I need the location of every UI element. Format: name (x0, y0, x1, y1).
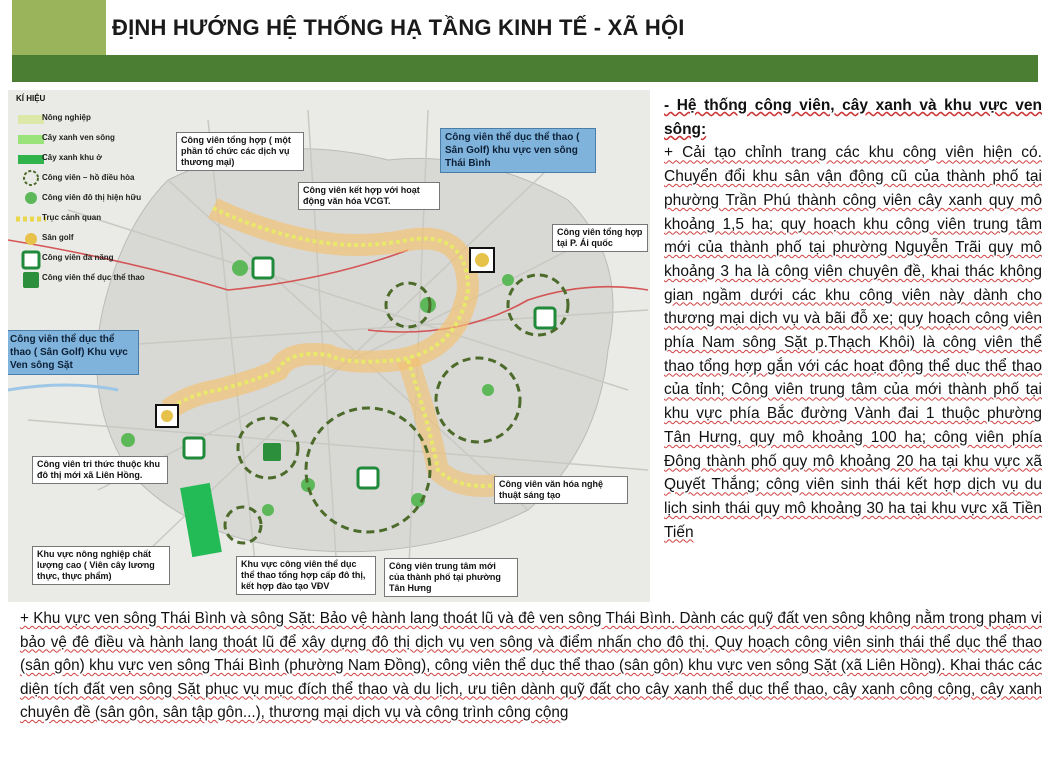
legend-label: Công viên – hồ điều hòa (42, 172, 135, 182)
callout-cap-do-thi: Khu vực công viên thể dục thể thao tổng hợp cấp đô thị, kết hợp đào tạo VĐV (236, 556, 376, 595)
legend-item (12, 267, 182, 287)
callout-golf-sat: Công viên thể dục thể thao ( Sân Golf) Khu vực Ven sông Sặt (8, 330, 139, 375)
legend-label: Sân golf (42, 232, 74, 242)
legend-label: Nông nghiệp (42, 112, 91, 122)
header-title-area (106, 0, 1038, 55)
legend-item (12, 147, 182, 167)
section-heading: - Hệ thống công viên, cây xanh và khu vực ven sông: (664, 97, 1042, 138)
legend-item (12, 127, 182, 147)
legend-item (12, 167, 182, 187)
header-accent-bar (12, 55, 1038, 82)
legend-title: KÍ HIỆU (16, 94, 46, 103)
legend-item (12, 107, 182, 127)
legend-item (12, 247, 182, 267)
bottom-text (20, 607, 1042, 725)
legend-item (12, 187, 182, 207)
header-accent-block (12, 0, 106, 55)
callout-tri-thuc: Công viên tri thức thuộc khu đô thị mới xã Liên Hồng. (32, 456, 168, 484)
callout-ket-hop-vcgt: Công viên kết hợp với hoạt động văn hóa VCGT. (298, 182, 440, 210)
legend-item (12, 207, 182, 227)
callout-golf-thai-binh: Công viên thể dục thể thao ( Sân Golf) khu vực ven sông Thái Bình (440, 128, 596, 173)
legend-label: Công viên thể dục thể thao (42, 272, 145, 282)
callout-van-hoa-nghe-thuat: Công viên văn hóa nghệ thuật sáng tạo (494, 476, 628, 504)
legend-label: Công viên đa năng (42, 252, 114, 262)
legend-label: Công viên đô thị hiện hữu (42, 192, 142, 202)
map-legend (12, 94, 182, 287)
legend-label: Cây xanh khu ở (42, 152, 102, 162)
callout-nong-nghiep: Khu vực nông nghiệp chất lượng cao ( Viên cây lương thực, thực phẩm) (32, 546, 170, 585)
legend-label: Cây xanh ven sông (42, 132, 115, 142)
planning-map (8, 90, 650, 602)
section-body: + Cải tạo chỉnh trang các khu công viên hiện có. Chuyển đổi khu sân vận động cũ của thành phố tại phường Trần Phú thành công viên cây xanh quy mô khoảng 1,5 ha; quy hoạch khu công viên trung tâm mới của thành phố tại phường Nguyễn Trãi quy mô khoảng 3 ha là công viên chuyên đề, khai thác không gian ngầm dưới các khu công viên này dành cho thương mại dịch vụ và bãi đỗ xe; quy hoạch công viên phía Nam sông Sặt p.Thạch Khôi) là công viên thể thao tổng hợp gắn với các hoạt động thể dục thể thao của tỉnh; Công viên trung tâm của mới thành phố tại khu vực phía Bắc đường Vành đai 1 thuộc phường Tân Hưng, quy mô khoảng 100 ha; công viên phía Đông thành phố quy mô khoảng 20 ha tại khu vực xã Quyết Thắng; công viên sinh thái kết hợp dịch vụ du lịch sinh thái quy mô khoảng 30 ha tại khu vực xã Tiền Tiến (664, 144, 1042, 541)
legend-label: Trục cảnh quan (42, 212, 102, 222)
river-area-paragraph: + Khu vực ven sông Thái Bình và sông Sặt: Bảo vệ hành lang thoát lũ và đê ven sông Thái Bình. Dành các quỹ đất ven sông không nằm trong phạm vi bảo vệ đê điều và hành lang thoát lũ để xây dựng đô thị dịch vụ ven sông và điểm nhấn cho đô thị. Quy hoạch công viên sinh thái thể dục thể thao (sân gôn) khu vực ven sông Thái Bình (phường Nam Đồng), công viên thể dục thể thao (sân gôn) khu vực ven sông Sặt (xã Liên Hồng). Khai thác các diện tích đất ven sông Sặt phục vụ mục đích thể thao và du lịch, ưu tiên dành quỹ đất cho cây xanh thể dục thể thao, cây xanh công cộng, cây xanh chuyên đề (sân gôn, sân tập gôn...), thương mại dịch vụ và công trình công cộng (20, 610, 1042, 721)
page-title: ĐỊNH HƯỚNG HỆ THỐNG HẠ TẦNG KINH TẾ - XÃ HỘI (112, 15, 685, 40)
callout-cong-vien-tong-hop: Công viên tổng hợp ( một phần tổ chức các dịch vụ thương mại) (176, 132, 304, 171)
legend-item (12, 227, 182, 247)
callout-ai-quoc: Công viên tổng hợp tại P. Ái quốc (552, 224, 648, 252)
right-text-column (664, 94, 1042, 544)
callout-tan-hung: Công viên trung tâm mới của thành phố tại phường Tân Hưng (384, 558, 518, 597)
